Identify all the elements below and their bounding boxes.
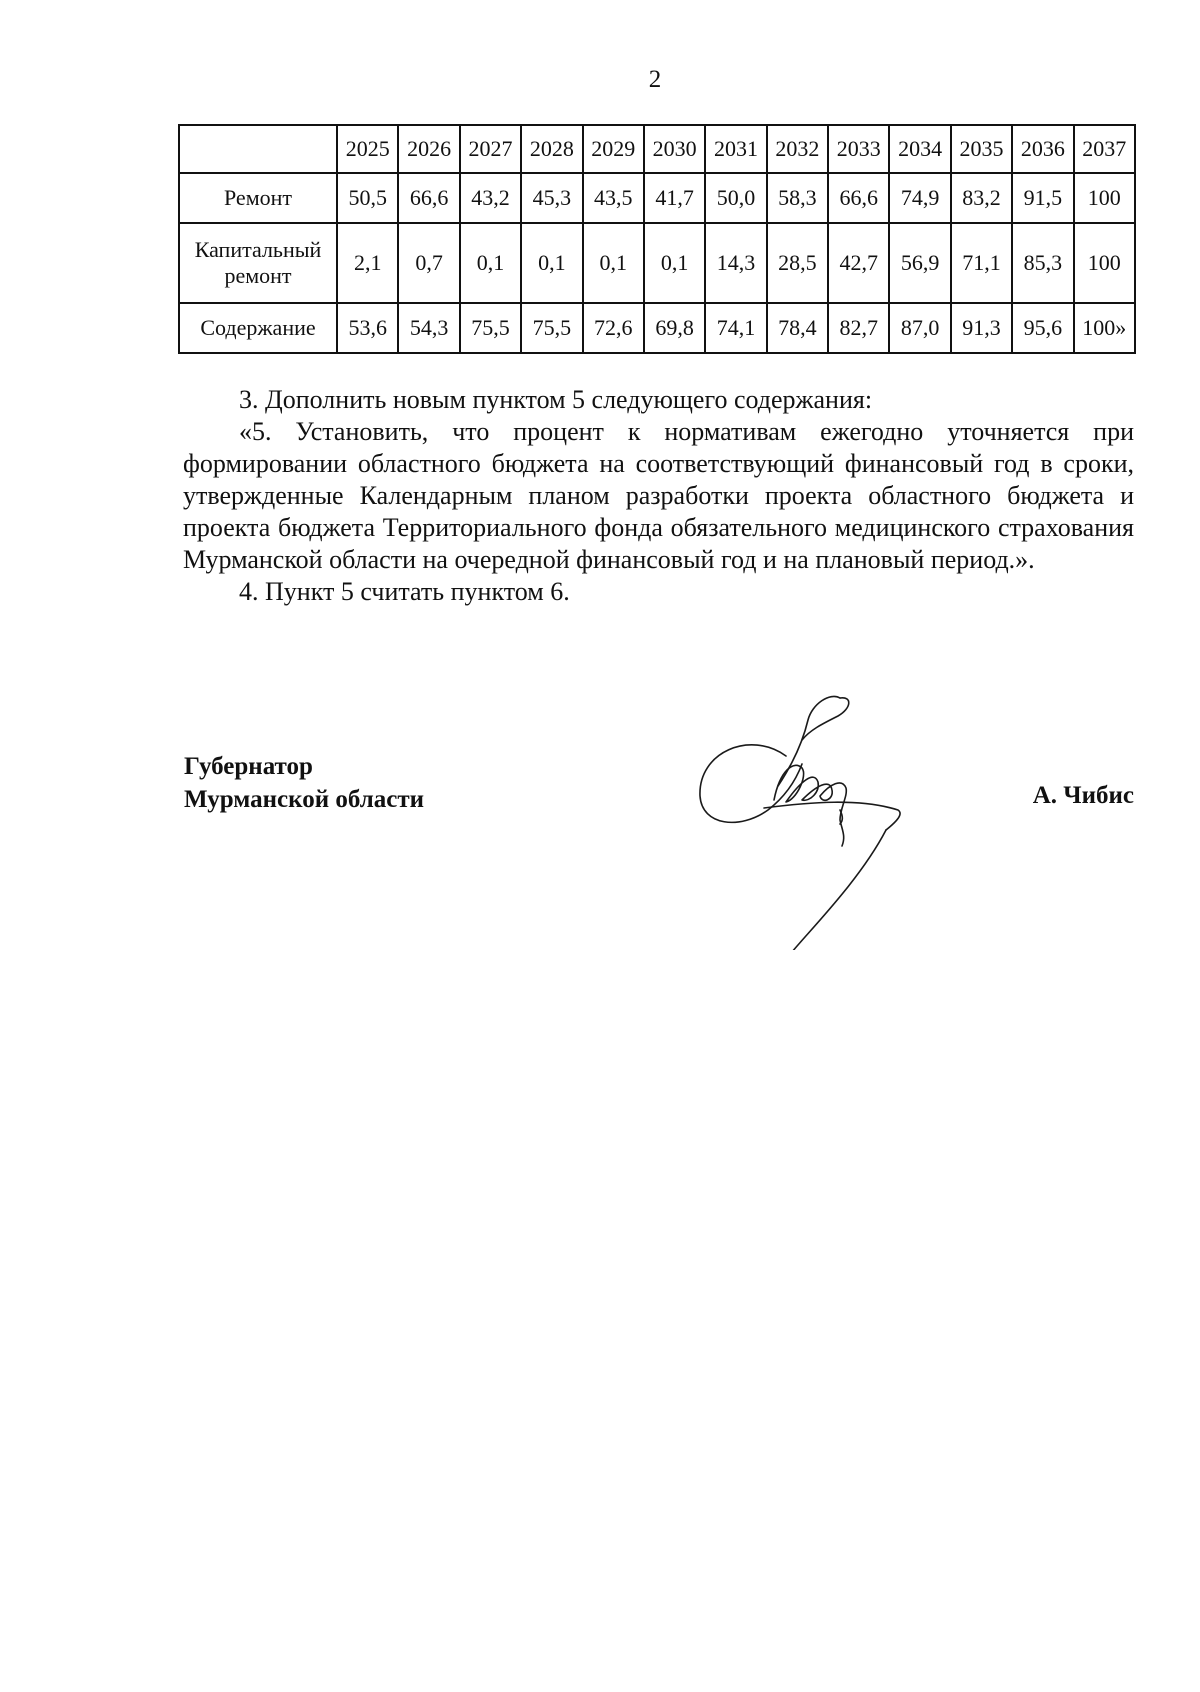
table-row-soderzhanie (179, 303, 1135, 353)
value-cell: 45,3 (521, 173, 582, 223)
signer-name: А. Чибис (1032, 782, 1134, 809)
value-cell: 83,2 (951, 173, 1012, 223)
year-cell: 2029 (583, 125, 644, 173)
value-cell: 74,9 (889, 173, 950, 223)
year-cell: 2025 (337, 125, 398, 173)
value-cell: 58,3 (767, 173, 828, 223)
row-label-kap-remont (179, 223, 337, 303)
year-cell: 2027 (460, 125, 521, 173)
table-row-remont (179, 173, 1135, 223)
year-cell: 2031 (705, 125, 766, 173)
row-label-soderzhanie: Содержание (179, 303, 337, 353)
year-cell: 2032 (767, 125, 828, 173)
value-cell: 0,1 (460, 223, 521, 303)
page-number: 2 (648, 66, 662, 93)
value-cell: 43,5 (583, 173, 644, 223)
value-cell: 41,7 (644, 173, 705, 223)
value-cell: 0,1 (644, 223, 705, 303)
value-cell: 42,7 (828, 223, 889, 303)
value-cell: 71,1 (951, 223, 1012, 303)
value-cell: 100 (1074, 173, 1136, 223)
value-cell: 66,6 (398, 173, 459, 223)
table-row-kap-remont (179, 223, 1135, 303)
value-cell: 87,0 (889, 303, 950, 353)
value-cell: 100 (1074, 223, 1136, 303)
year-cell: 2034 (889, 125, 950, 173)
value-cell: 78,4 (767, 303, 828, 353)
value-cell: 75,5 (521, 303, 582, 353)
value-cell: 50,5 (337, 173, 398, 223)
signer-title (184, 750, 424, 816)
handwritten-signature (690, 690, 950, 950)
year-cell: 2033 (828, 125, 889, 173)
value-cell: 75,5 (460, 303, 521, 353)
value-cell: 95,6 (1012, 303, 1073, 353)
year-cell: 2036 (1012, 125, 1073, 173)
value-cell: 100» (1074, 303, 1136, 353)
value-cell: 66,6 (828, 173, 889, 223)
signer-title-line: Мурманской области (184, 786, 425, 813)
value-cell: 69,8 (644, 303, 705, 353)
value-cell: 43,2 (460, 173, 521, 223)
year-cell: 2026 (398, 125, 459, 173)
value-cell: 50,0 (705, 173, 766, 223)
value-cell: 82,7 (828, 303, 889, 353)
row-label-line: ремонт (224, 263, 292, 288)
value-cell: 0,1 (521, 223, 582, 303)
paragraph-item-5-text: «5. Установить, что процент к нормативам ежегодно уточняется при формировании областного бюджета на соответствующий финансовый год в сроки, утвержденные Календарным планом разработки проекта областного бюджета и проекта бюджета Территориального фонда обязательного медицинского страхования Мурманской области на очередной финансовый год и на плановый период.». (183, 417, 1134, 574)
value-cell: 14,3 (705, 223, 766, 303)
value-cell: 0,1 (583, 223, 644, 303)
value-cell: 56,9 (889, 223, 950, 303)
year-cell: 2035 (951, 125, 1012, 173)
value-cell: 28,5 (767, 223, 828, 303)
year-cell: 2030 (644, 125, 705, 173)
table-header-row (179, 125, 1135, 173)
value-cell: 74,1 (705, 303, 766, 353)
paragraph-item-4: 4. Пункт 5 считать пунктом 6. (239, 577, 570, 606)
year-cell: 2037 (1074, 125, 1136, 173)
body-text (183, 384, 1134, 608)
value-cell: 0,7 (398, 223, 459, 303)
paragraph-item-3: 3. Дополнить новым пунктом 5 следующего содержания: (239, 385, 873, 414)
row-label-remont: Ремонт (179, 173, 337, 223)
value-cell: 54,3 (398, 303, 459, 353)
value-cell: 91,3 (951, 303, 1012, 353)
year-cell: 2028 (521, 125, 582, 173)
row-label-line: Капитальный (194, 237, 322, 262)
value-cell: 53,6 (337, 303, 398, 353)
value-cell: 85,3 (1012, 223, 1073, 303)
value-cell: 91,5 (1012, 173, 1073, 223)
signer-title-line: Губернатор (184, 753, 313, 780)
value-cell: 2,1 (337, 223, 398, 303)
percent-table (178, 124, 1136, 354)
table-corner-cell (179, 125, 337, 173)
value-cell: 72,6 (583, 303, 644, 353)
